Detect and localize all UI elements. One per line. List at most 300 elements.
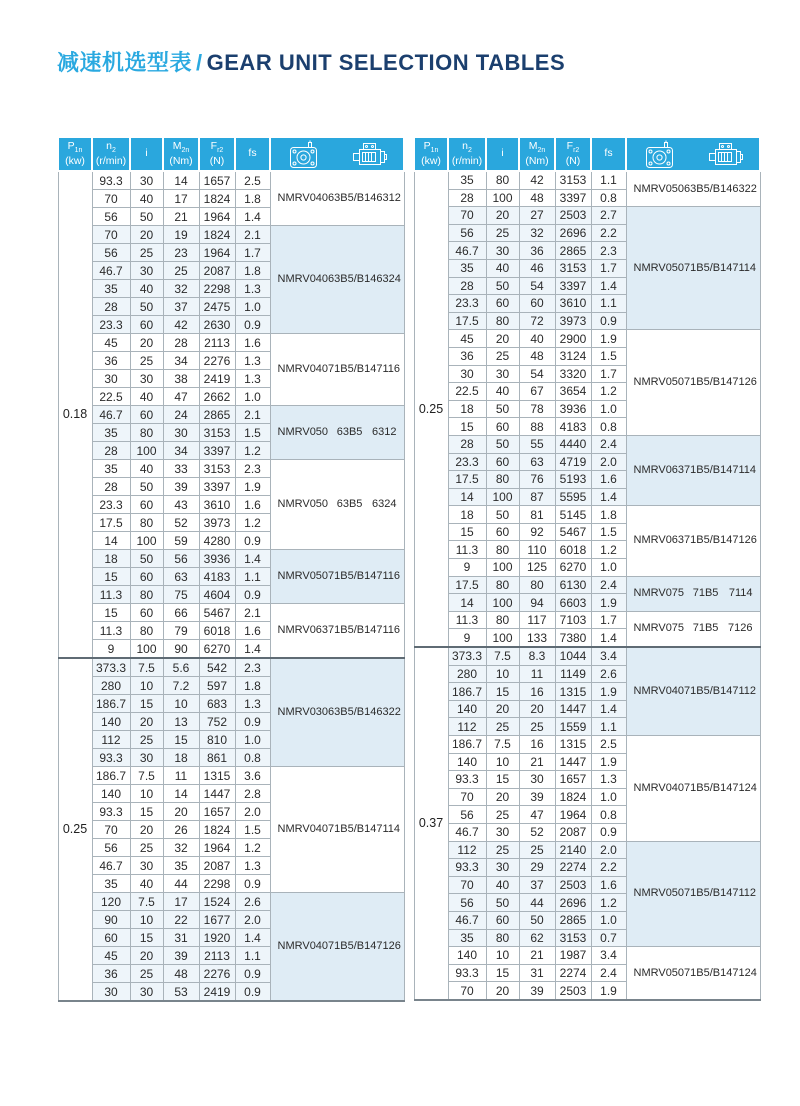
fr2-cell: 5467 [555,523,591,541]
m2n-cell: 8.3 [519,647,555,665]
fr2-cell: 6018 [555,541,591,559]
i-cell: 20 [130,947,163,965]
n2-cell: 112 [448,718,486,736]
fr2-cell: 3936 [199,550,235,568]
i-cell: 50 [486,435,519,453]
fs-cell: 2.6 [591,665,626,683]
fs-cell: 1.4 [235,208,270,226]
i-cell: 100 [486,629,519,647]
m2n-cell: 62 [519,929,555,947]
fr2-cell: 1044 [555,647,591,665]
fs-cell: 1.0 [235,298,270,316]
n2-cell: 45 [92,947,130,965]
fs-cell: 1.9 [235,478,270,496]
m2n-cell: 21 [163,208,199,226]
fr2-cell: 3397 [199,442,235,460]
fr2-cell: 7103 [555,611,591,629]
fs-cell: 1.8 [235,262,270,280]
model-cell [626,647,760,735]
fs-cell: 1.5 [235,424,270,442]
fr2-cell: 2113 [199,334,235,352]
fs-cell: 1.1 [235,568,270,586]
m2n-cell: 25 [519,841,555,859]
i-cell: 25 [486,347,519,365]
n2-cell: 23.3 [92,316,130,334]
fr2-cell: 5193 [555,471,591,489]
m2n-cell: 34 [163,442,199,460]
gear-model: NMRV040 [277,363,329,375]
m2n-cell: 39 [519,788,555,806]
gear-model: NMRV050 [633,182,685,195]
fs-cell: 1.9 [591,330,626,348]
table-row [58,658,404,677]
n2-cell: 14 [92,532,130,550]
m2n-cell: 29 [519,859,555,877]
m2n-cell: 30 [519,771,555,789]
fr2-cell: 2140 [555,841,591,859]
i-cell: 80 [486,541,519,559]
i-cell: 50 [486,894,519,912]
i-cell: 50 [130,550,163,568]
fr2-cell: 2475 [199,298,235,316]
i-cell: 100 [486,488,519,506]
table-row [414,330,760,348]
fs-cell: 0.9 [235,532,270,550]
fr2-cell: 3397 [555,189,591,207]
fs-cell: 1.1 [591,295,626,313]
i-cell: 60 [130,604,163,622]
fs-cell: 1.6 [235,622,270,640]
fr2-cell: 2900 [555,330,591,348]
table-row [414,736,760,754]
header-row [58,137,404,171]
gear-model: NMRV063 [633,534,685,547]
table-row [58,550,404,568]
fr2-cell: 4719 [555,453,591,471]
fr2-cell: 3397 [555,277,591,295]
n2-cell: 186.7 [92,695,130,713]
n2-cell: 11.3 [92,622,130,640]
model-cell [626,736,760,842]
n2-cell: 30 [92,983,130,1002]
m2n-cell: 20 [163,803,199,821]
motor-code: 7114 [728,587,753,600]
motor-flange: 71B5/B14 [684,534,733,547]
col-header-p1n: $P_{1n}$ (kw) [414,137,448,171]
i-cell: 30 [130,749,163,767]
n2-cell: 30 [448,365,486,383]
i-cell: 80 [486,171,519,189]
fr2-cell: 3320 [555,365,591,383]
fs-cell: 1.4 [591,277,626,295]
fr2-cell: 2274 [555,859,591,877]
fr2-cell: 4183 [199,568,235,586]
fs-cell: 1.9 [591,594,626,612]
fr2-cell: 3610 [555,295,591,313]
n2-cell: 70 [92,190,130,208]
m2n-cell: 15 [163,731,199,749]
motor-side-icon [352,140,388,169]
i-cell: 20 [130,226,163,244]
i-cell: 60 [486,523,519,541]
i-cell: 50 [486,400,519,418]
m2n-cell: 75 [163,586,199,604]
model-cell [270,550,404,604]
fr2-cell: 1964 [555,806,591,824]
fr2-cell: 3153 [555,171,591,189]
motor-flange: 63B5/B14 [328,273,377,285]
model-cell [626,330,760,436]
fr2-cell: 2503 [555,207,591,225]
i-cell: 25 [486,224,519,242]
n2-cell: 35 [92,280,130,298]
m2n-cell: 20 [519,700,555,718]
m2n-cell: 72 [519,312,555,330]
fs-cell: 2.5 [591,736,626,754]
col-header-i: i [486,137,519,171]
fs-cell: 0.7 [591,929,626,947]
i-cell: 60 [486,453,519,471]
motor-flange: 71B5/B14 [684,376,733,389]
m2n-cell: 37 [519,876,555,894]
i-cell: 7.5 [130,658,163,677]
fr2-cell: 810 [199,731,235,749]
col-header-fs: fs [235,137,270,171]
gear-model: NMRV030 [277,706,329,718]
m2n-cell: 125 [519,559,555,577]
n2-cell: 56 [92,208,130,226]
fs-cell: 0.8 [235,749,270,767]
fs-cell: 3.4 [591,647,626,665]
i-cell: 20 [130,821,163,839]
n2-cell: 46.7 [92,857,130,875]
fs-cell: 1.0 [591,559,626,577]
motor-code: 7126 [732,534,757,547]
n2-cell: 35 [448,929,486,947]
col-header-p1n: $P_{1n}$ (kw) [58,137,92,171]
fr2-cell: 683 [199,695,235,713]
m2n-cell: 67 [519,383,555,401]
n2-cell: 93.3 [448,859,486,877]
motor-flange: 71B5/B14 [684,966,733,979]
n2-cell: 46.7 [448,242,486,260]
model-cell [270,658,404,767]
fs-cell: 1.3 [235,857,270,875]
gear-model: NMRV050 [277,426,329,438]
n2-cell: 140 [92,785,130,803]
fr2-cell: 3153 [555,929,591,947]
model-cell [626,576,760,611]
fr2-cell: 1677 [199,911,235,929]
n2-cell: 18 [448,400,486,418]
fr2-cell: 1824 [199,226,235,244]
n2-cell: 112 [448,841,486,859]
motor-code: 7126 [732,376,757,389]
motor-code: 6324 [372,498,397,510]
motor-flange: 71B5 [692,587,719,600]
table-row [58,226,404,244]
n2-cell: 35 [448,171,486,189]
gear-model: NMRV050 [277,570,329,582]
n2-cell: 140 [448,753,486,771]
i-cell: 7.5 [486,647,519,665]
fs-cell: 3.4 [591,947,626,965]
fs-cell: 3.6 [235,767,270,785]
i-cell: 15 [486,964,519,982]
n2-cell: 46.7 [92,406,130,424]
i-cell: 25 [130,352,163,370]
m2n-cell: 92 [519,523,555,541]
motor-code: 7114 [732,464,757,477]
i-cell: 7.5 [130,893,163,911]
n2-cell: 70 [448,788,486,806]
fs-cell: 2.3 [591,242,626,260]
n2-cell: 23.3 [92,496,130,514]
fs-cell: 1.8 [235,677,270,695]
fs-cell: 2.1 [235,406,270,424]
motor-flange: 63B5 [336,426,363,438]
n2-cell: 56 [92,839,130,857]
fs-cell: 0.9 [235,983,270,1002]
fr2-cell: 3936 [555,400,591,418]
fr2-cell: 542 [199,658,235,677]
header-icons-cell [626,137,760,171]
i-cell: 25 [130,839,163,857]
n2-cell: 23.3 [448,453,486,471]
fr2-cell: 2298 [199,875,235,893]
table-row [414,171,760,189]
fs-cell: 1.0 [591,788,626,806]
fs-cell: 2.4 [591,435,626,453]
fs-cell: 1.4 [235,640,270,659]
fs-cell: 0.8 [591,418,626,436]
m2n-cell: 24 [163,406,199,424]
i-cell: 50 [130,298,163,316]
fs-cell: 1.9 [591,683,626,701]
n2-cell: 56 [448,806,486,824]
fr2-cell: 3124 [555,347,591,365]
motor-flange: 71B5/B14 [328,940,377,952]
n2-cell: 11.3 [448,611,486,629]
n2-cell: 9 [448,559,486,577]
fr2-cell: 2696 [555,894,591,912]
n2-cell: 36 [92,352,130,370]
i-cell: 30 [130,857,163,875]
n2-cell: 15 [92,604,130,622]
m2n-cell: 31 [163,929,199,947]
m2n-cell: 78 [519,400,555,418]
fs-cell: 1.1 [591,718,626,736]
m2n-cell: 36 [519,242,555,260]
fr2-cell: 1447 [555,753,591,771]
fs-cell: 1.6 [235,496,270,514]
n2-cell: 70 [448,982,486,1000]
m2n-cell: 16 [519,683,555,701]
gear-model: NMRV075 [633,587,685,600]
m2n-cell: 27 [519,207,555,225]
gear-model: NMRV050 [277,498,329,510]
i-cell: 30 [486,859,519,877]
model-cell [626,611,760,647]
motor-code: 7126 [376,940,401,952]
fs-cell: 1.6 [591,471,626,489]
motor-code: 7126 [728,622,753,635]
i-cell: 80 [130,424,163,442]
fr2-cell: 1824 [199,190,235,208]
n2-cell: 93.3 [92,171,130,190]
n2-cell: 17.5 [92,514,130,532]
i-cell: 10 [486,665,519,683]
fs-cell: 1.7 [591,611,626,629]
gear-model: NMRV040 [277,823,329,835]
fs-cell: 1.2 [591,541,626,559]
motor-flange: 71B5/B14 [684,464,733,477]
table-row [58,334,404,352]
i-cell: 30 [486,365,519,383]
fs-cell: 1.4 [235,550,270,568]
fr2-cell: 2419 [199,983,235,1002]
i-cell: 50 [486,277,519,295]
table-row [414,841,760,859]
n2-cell: 93.3 [92,803,130,821]
m2n-cell: 55 [519,435,555,453]
fr2-cell: 4280 [199,532,235,550]
fs-cell: 2.5 [235,171,270,190]
m2n-cell: 32 [163,280,199,298]
n2-cell: 93.3 [448,964,486,982]
fs-cell: 1.2 [235,442,270,460]
motor-code: 7116 [376,363,401,375]
m2n-cell: 42 [163,316,199,334]
motor-flange: 71B5/B14 [328,624,377,636]
n2-cell: 18 [448,506,486,524]
fs-cell: 2.6 [235,893,270,911]
i-cell: 20 [130,334,163,352]
m2n-cell: 52 [163,514,199,532]
model-cell [270,604,404,659]
m2n-cell: 90 [163,640,199,659]
n2-cell: 140 [448,947,486,965]
n2-cell: 28 [448,435,486,453]
i-cell: 30 [130,983,163,1002]
gear-model: NMRV040 [277,940,329,952]
i-cell: 60 [130,406,163,424]
m2n-cell: 32 [519,224,555,242]
fr2-cell: 3973 [199,514,235,532]
fs-cell: 1.1 [591,171,626,189]
gear-model: NMRV050 [633,376,685,389]
motor-code: 7116 [376,624,401,636]
model-cell [270,171,404,226]
n2-cell: 45 [448,330,486,348]
fr2-cell: 4183 [555,418,591,436]
fr2-cell: 4440 [555,435,591,453]
gear-model: NMRV040 [277,273,329,285]
m2n-cell: 48 [519,347,555,365]
m2n-cell: 5.6 [163,658,199,677]
fs-cell: 2.2 [591,224,626,242]
n2-cell: 28 [92,478,130,496]
n2-cell: 17.5 [448,312,486,330]
fs-cell: 1.5 [591,347,626,365]
i-cell: 7.5 [486,736,519,754]
m2n-cell: 21 [519,753,555,771]
m2n-cell: 53 [163,983,199,1002]
m2n-cell: 63 [519,453,555,471]
fs-cell: 2.8 [235,785,270,803]
n2-cell: 9 [92,640,130,659]
power-kw-cell: 0.37 [414,647,448,1000]
fr2-cell: 1524 [199,893,235,911]
m2n-cell: 50 [519,911,555,929]
n2-cell: 35 [92,460,130,478]
fr2-cell: 2865 [199,406,235,424]
fr2-cell: 2087 [199,262,235,280]
motor-code: 7112 [732,887,757,900]
n2-cell: 30 [92,370,130,388]
fr2-cell: 2865 [555,242,591,260]
n2-cell: 280 [448,665,486,683]
fs-cell: 0.9 [235,586,270,604]
m2n-cell: 66 [163,604,199,622]
m2n-cell: 76 [519,471,555,489]
m2n-cell: 94 [519,594,555,612]
m2n-cell: 54 [519,365,555,383]
table-row [414,611,760,629]
motor-flange: 63B5/B14 [328,706,377,718]
table-row [414,947,760,965]
gear-model: NMRV063 [277,624,329,636]
i-cell: 25 [486,718,519,736]
m2n-cell: 117 [519,611,555,629]
table-row [58,893,404,911]
fs-cell: 0.8 [591,806,626,824]
motor-side-icon [708,140,744,169]
m2n-cell: 33 [163,460,199,478]
fr2-cell: 3153 [555,259,591,277]
m2n-cell: 37 [163,298,199,316]
power-kw-cell: 0.25 [58,658,92,1001]
i-cell: 20 [486,700,519,718]
fs-cell: 2.7 [591,207,626,225]
fs-cell: 1.0 [591,400,626,418]
m2n-cell: 19 [163,226,199,244]
model-cell [270,893,404,1002]
i-cell: 30 [486,823,519,841]
n2-cell: 186.7 [92,767,130,785]
col-header-m2n: $M_{2n}$ (Nm) [163,137,199,171]
fr2-cell: 6603 [555,594,591,612]
fr2-cell: 4604 [199,586,235,604]
fr2-cell: 1657 [199,803,235,821]
i-cell: 60 [486,295,519,313]
model-cell [270,226,404,334]
fr2-cell: 3153 [199,460,235,478]
motor-flange: 71B5/B14 [328,570,377,582]
fs-cell: 1.3 [235,352,270,370]
n2-cell: 93.3 [92,749,130,767]
i-cell: 25 [486,841,519,859]
fr2-cell: 3153 [199,424,235,442]
motor-code: 6324 [376,273,401,285]
n2-cell: 14 [448,488,486,506]
i-cell: 40 [486,876,519,894]
i-cell: 25 [130,244,163,262]
i-cell: 30 [130,370,163,388]
fs-cell: 1.4 [591,629,626,647]
n2-cell: 56 [92,244,130,262]
fs-cell: 0.9 [235,965,270,983]
